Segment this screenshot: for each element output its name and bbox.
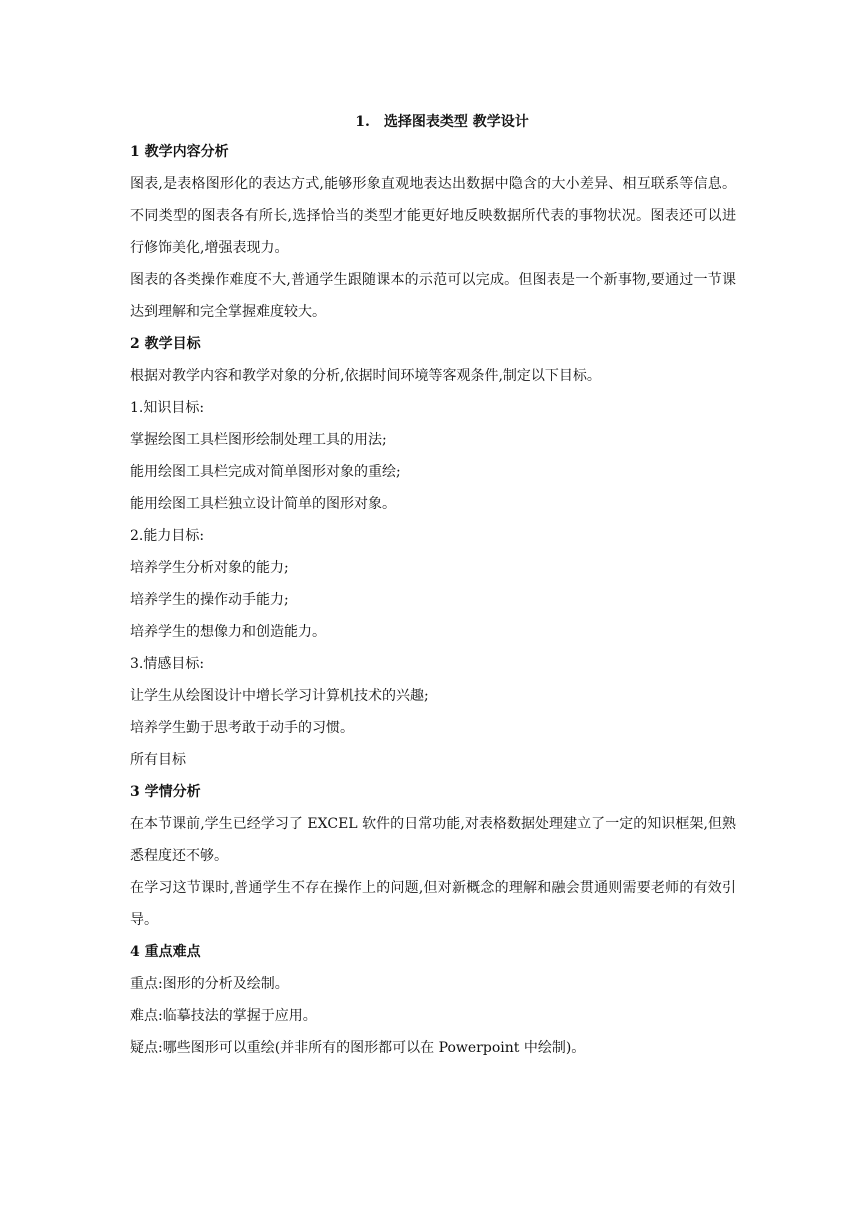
title-text: 选择图表类型 教学设计: [383, 114, 529, 130]
paragraph-chart-definition: 图表,是表格图形化的表达方式,能够形象直观地表达出数据中隐含的大小差异、相互联系等信息。不同类型的图表各有所长,选择恰当的类型才能更好地反映数据所代表的事物状况。图表还可以进行修饰美化,增强表现力。: [130, 176, 736, 256]
emotion-goal-item: 培养学生勤于思考敢于动手的习惯。: [130, 720, 354, 736]
emotion-goal-item: 让学生从绘图设计中增长学习计算机技术的兴趣;: [130, 688, 429, 704]
key-point: 重点:图形的分析及绘制。: [130, 976, 289, 992]
paragraph-prior-knowledge: 在本节课前,学生已经学习了 EXCEL 软件的日常功能,对表格数据处理建立了一定的知识框架,但熟悉程度还不够。: [130, 816, 736, 864]
knowledge-goal-item: 能用绘图工具栏完成对简单图形对象的重绘;: [130, 464, 401, 480]
difficult-point: 难点:临摹技法的掌握于应用。: [130, 1008, 317, 1024]
document-title: [130, 108, 736, 136]
knowledge-goal-item: 能用绘图工具栏独立设计简单的图形对象。: [130, 496, 396, 512]
section-heading-student-analysis: 3 学情分析: [130, 784, 201, 800]
knowledge-goals-label: 1.知识目标:: [130, 400, 205, 416]
goals-intro: 根据对教学内容和教学对象的分析,依据时间环境等客观条件,制定以下目标。: [130, 368, 601, 384]
ability-goal-item: 培养学生分析对象的能力;: [130, 560, 289, 576]
knowledge-goal-item: 掌握绘图工具栏图形绘制处理工具的用法;: [130, 432, 387, 448]
all-goals-text: 所有目标: [130, 752, 186, 768]
doubt-point: 疑点:哪些图形可以重绘(并非所有的图形都可以在 Powerpoint 中绘制)。: [130, 1040, 586, 1056]
title-number: 1.: [355, 114, 370, 130]
section-heading-teaching-goals: 2 教学目标: [130, 336, 201, 352]
section-heading-content-analysis: 1 教学内容分析: [130, 144, 229, 160]
document-content: [130, 108, 736, 1064]
ability-goal-item: 培养学生的操作动手能力;: [130, 592, 289, 608]
emotion-goals-label: 3.情感目标:: [130, 656, 205, 672]
ability-goal-item: 培养学生的想像力和创造能力。: [130, 624, 326, 640]
ability-goals-label: 2.能力目标:: [130, 528, 205, 544]
paragraph-guidance-needed: 在学习这节课时,普通学生不存在操作上的问题,但对新概念的理解和融会贯通则需要老师的有效引导。: [130, 880, 736, 928]
section-heading-key-difficult-points: 4 重点难点: [130, 944, 201, 960]
paragraph-chart-difficulty: 图表的各类操作难度不大,普通学生跟随课本的示范可以完成。但图表是一个新事物,要通过一节课达到理解和完全掌握难度较大。: [130, 272, 736, 320]
